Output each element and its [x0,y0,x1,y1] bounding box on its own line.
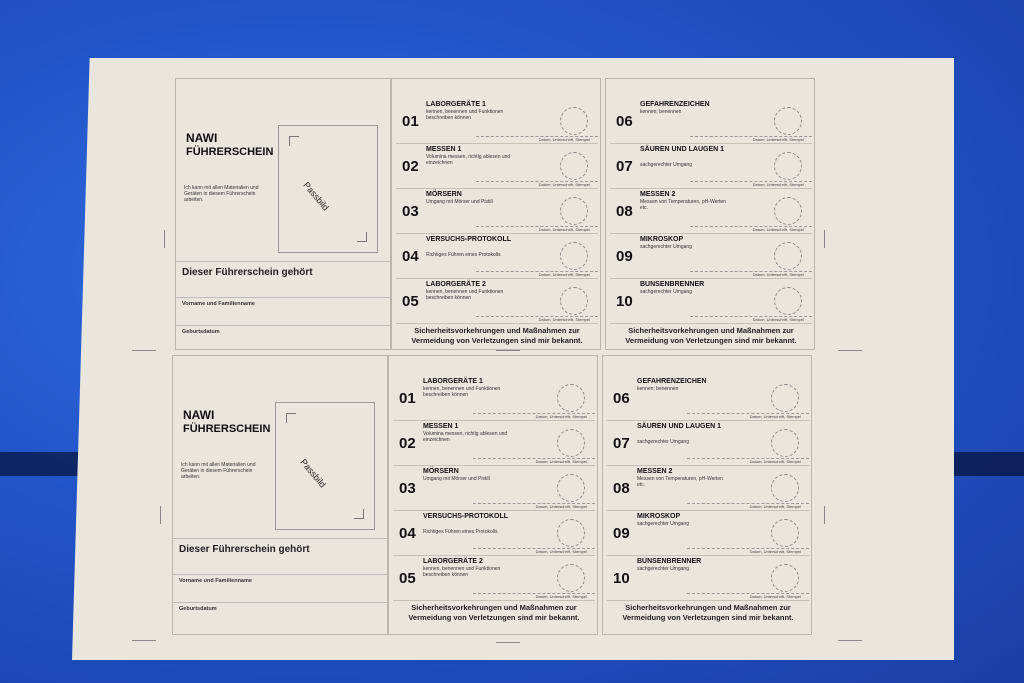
skill-description: Umgang mit Mörser und Pistill [423,476,490,482]
signature-caption: Datum, Unterschrift, Stempel [752,182,804,187]
skill-description: sachgerechter Umgang [637,521,689,527]
cut-mark [132,350,156,351]
skill-title: MIKROSKOP [640,236,684,243]
cut-mark [496,350,520,351]
crop-corner-icon [357,232,367,242]
skill-description: Richtiges Führen eines Protokolls [423,529,498,535]
skill-title: VERSUCHS-PROTOKOLL [423,513,509,520]
divider [176,297,390,298]
signature-line[interactable] [690,136,812,143]
cover-panel [172,355,388,635]
tarp-fold-left [0,452,80,476]
stamp-circle[interactable] [560,287,588,315]
skill-number: 08 [616,203,633,220]
signature-line[interactable] [687,413,809,420]
skill-description: kennen, benennen und Funktionen beschreiben können [423,386,501,398]
name-field-label[interactable]: Vorname und Familienname [179,578,252,584]
skill-title: MIKROSKOP [637,513,681,520]
skill-number: 09 [613,525,630,542]
signature-caption: Datum, Unterschrift, Stempel [749,459,801,464]
safety-footer: Sicherheitsvorkehrungen und Maßnahmen zur Vermeidung von Verletzungen sind mir bekannt. [625,326,797,345]
cut-mark [824,230,825,248]
divider [173,574,387,575]
skill-number: 02 [399,435,416,452]
skill-number: 03 [399,480,416,497]
signature-caption: Datum, Unterschrift, Stempel [535,414,587,419]
signature-line[interactable] [476,181,598,188]
signature-caption: Datum, Unterschrift, Stempel [752,137,804,142]
signature-caption: Datum, Unterschrift, Stempel [538,272,590,277]
skill-title: LABORGERÄTE 2 [426,281,486,288]
skill-title: MÖRSERN [426,191,462,198]
skill-row [607,556,809,601]
birthdate-field-label[interactable]: Geburtsdatum [182,329,220,335]
signature-line[interactable] [473,503,595,510]
safety-footer: Sicherheitsvorkehrungen und Maßnahmen zur Vermeidung von Verletzungen sind mir bekannt. [622,603,794,622]
skill-title: MESSEN 2 [640,191,676,198]
skill-description: sachgerechter Umgang [640,244,692,250]
license-card-top [175,78,820,350]
signature-line[interactable] [690,181,812,188]
skill-row [393,556,595,601]
stamp-circle[interactable] [560,152,588,180]
skill-row [610,279,812,324]
skill-description: Messen von Temperaturen, pH-Werten etc. [637,476,723,488]
skill-number: 04 [402,248,419,265]
intro-text: Ich kann mit allen Materialien und Geräten in diesem Führerschein arbeiten. [184,185,259,203]
skill-description: kennen, benennen und Funktionen beschreiben können [426,289,504,301]
right-column [605,78,815,350]
cut-mark [838,350,862,351]
cover-panel [175,78,391,350]
skill-row [396,99,598,144]
skill-title: BUNSENBRENNER [640,281,705,288]
skill-row [393,466,595,511]
crop-corner-icon [289,136,299,146]
signature-caption: Datum, Unterschrift, Stempel [752,317,804,322]
stamp-circle[interactable] [560,242,588,270]
skill-title: SÄUREN UND LAUGEN 1 [640,146,725,153]
skill-description: kennen, benennen und Funktionen beschreiben können [426,109,504,121]
skill-row [607,466,809,511]
skill-row [396,234,598,279]
skill-row [393,511,595,556]
owner-heading: Dieser Führerschein gehört [179,544,310,555]
skill-number: 01 [399,390,416,407]
birthdate-field-label[interactable]: Geburtsdatum [179,606,217,612]
signature-caption: Datum, Unterschrift, Stempel [535,594,587,599]
signature-caption: Datum, Unterschrift, Stempel [538,137,590,142]
stamp-circle[interactable] [557,564,585,592]
skill-number: 02 [402,158,419,175]
stamp-circle[interactable] [557,474,585,502]
signature-line[interactable] [473,548,595,555]
stamp-circle[interactable] [557,519,585,547]
skill-title: LABORGERÄTE 1 [426,101,486,108]
crop-corner-icon [354,509,364,519]
skill-description: sachgerechter Umgang [637,439,689,445]
signature-caption: Datum, Unterschrift, Stempel [749,414,801,419]
skill-description: Umgang mit Mörser und Pistill [426,199,493,205]
signature-line[interactable] [690,271,812,278]
signature-line[interactable] [687,593,809,600]
divider [176,261,390,262]
skill-description: kennen, benennen und Funktionen beschreiben können [423,566,501,578]
skill-title: LABORGERÄTE 1 [423,378,483,385]
skill-number: 09 [616,248,633,265]
skill-number: 07 [616,158,633,175]
cut-mark [824,506,825,524]
cut-mark [164,230,165,248]
safety-footer: Sicherheitsvorkehrungen und Maßnahmen zur Vermeidung von Verletzungen sind mir bekannt. [408,603,580,622]
signature-caption: Datum, Unterschrift, Stempel [535,459,587,464]
cut-mark [132,640,156,641]
skill-row [610,99,812,144]
signature-caption: Datum, Unterschrift, Stempel [535,549,587,554]
skill-number: 05 [402,293,419,310]
skill-row [396,144,598,189]
card-title-fuehrerschein: FÜHRERSCHEIN [183,423,271,435]
safety-footer: Sicherheitsvorkehrungen und Maßnahmen zur Vermeidung von Verletzungen sind mir bekannt. [411,326,583,345]
divider [176,325,390,326]
stamp-circle[interactable] [557,384,585,412]
stamp-circle[interactable] [774,287,802,315]
stamp-circle[interactable] [774,152,802,180]
skill-title: MESSEN 2 [637,468,673,475]
skill-row [607,511,809,556]
skill-row [396,189,598,234]
skill-number: 10 [613,570,630,587]
signature-caption: Datum, Unterschrift, Stempel [535,504,587,509]
signature-caption: Datum, Unterschrift, Stempel [538,227,590,232]
skill-title: GEFAHRENZEICHEN [637,378,707,385]
stamp-circle[interactable] [771,429,799,457]
license-card-bottom [172,355,824,635]
skill-title: VERSUCHS-PROTOKOLL [426,236,512,243]
signature-caption: Datum, Unterschrift, Stempel [749,594,801,599]
crop-corner-icon [286,413,296,423]
skill-title: GEFAHRENZEICHEN [640,101,710,108]
signature-line[interactable] [473,413,595,420]
stamp-circle[interactable] [774,197,802,225]
skill-number: 05 [399,570,416,587]
signature-line[interactable] [476,226,598,233]
skill-title: MESSEN 1 [426,146,462,153]
skill-title: MESSEN 1 [423,423,459,430]
owner-heading: Dieser Führerschein gehört [182,267,313,278]
signature-line[interactable] [687,458,809,465]
skill-description: kennen; benennen [637,386,679,392]
skill-number: 01 [402,113,419,130]
skill-title: MÖRSERN [423,468,459,475]
skill-title: SÄUREN UND LAUGEN 1 [637,423,722,430]
card-title-nawi: NAWI [186,131,218,145]
skill-row [607,376,809,421]
intro-text: Ich kann mit allen Materialien und Geräten in diesem Führerschein arbeiten. [181,462,256,480]
cut-mark [160,506,161,524]
signature-line[interactable] [473,458,595,465]
skill-description: Richtiges Führen eines Protokolls [426,252,501,258]
signature-line[interactable] [690,316,812,323]
passport-photo-box [275,402,375,530]
skill-row [393,421,595,466]
skill-description: sachgerechter Umgang [640,162,692,168]
left-column [391,78,601,350]
passport-photo-box [278,125,378,253]
skill-number: 04 [399,525,416,542]
cut-mark [496,642,520,643]
stamp-circle[interactable] [557,429,585,457]
skill-description: Messen von Temperaturen, pH-Werten etc. [640,199,726,211]
skill-title: LABORGERÄTE 2 [423,558,483,565]
card-title-nawi: NAWI [183,408,215,422]
stamp-circle[interactable] [774,107,802,135]
skill-description: Volumina messen, richtig ablesen und einzeichnen [426,154,511,166]
left-column [388,355,598,635]
signature-line[interactable] [690,226,812,233]
stamp-circle[interactable] [774,242,802,270]
right-column [602,355,812,635]
skill-description: sachgerechter Umgang [640,289,692,295]
stamp-circle[interactable] [771,474,799,502]
skill-row [607,421,809,466]
signature-line[interactable] [476,136,598,143]
skill-number: 08 [613,480,630,497]
skill-number: 10 [616,293,633,310]
skill-row [393,376,595,421]
skill-row [610,144,812,189]
signature-line[interactable] [476,316,598,323]
signature-caption: Datum, Unterschrift, Stempel [752,227,804,232]
stamp-circle[interactable] [771,519,799,547]
skill-row [610,189,812,234]
skill-number: 07 [613,435,630,452]
skill-description: kennen; benennen [640,109,682,115]
photo-label: Passbild [298,457,328,490]
divider [173,602,387,603]
signature-line[interactable] [687,548,809,555]
photo-label: Passbild [301,180,331,213]
stamp-circle[interactable] [771,384,799,412]
cut-mark [838,640,862,641]
signature-caption: Datum, Unterschrift, Stempel [749,549,801,554]
skill-row [396,279,598,324]
skill-number: 06 [613,390,630,407]
skill-row [610,234,812,279]
stamp-circle[interactable] [560,107,588,135]
signature-caption: Datum, Unterschrift, Stempel [749,504,801,509]
skill-description: Volumina messen, richtig ablesen und einzeichnen [423,431,508,443]
signature-caption: Datum, Unterschrift, Stempel [752,272,804,277]
signature-line[interactable] [476,271,598,278]
skill-title: BUNSENBRENNER [637,558,702,565]
divider [173,538,387,539]
signature-caption: Datum, Unterschrift, Stempel [538,182,590,187]
stamp-circle[interactable] [560,197,588,225]
signature-caption: Datum, Unterschrift, Stempel [538,317,590,322]
name-field-label[interactable]: Vorname und Familienname [182,301,255,307]
skill-description: sachgerechter Umgang [637,566,689,572]
signature-line[interactable] [473,593,595,600]
signature-line[interactable] [687,503,809,510]
card-title-fuehrerschein: FÜHRERSCHEIN [186,146,274,158]
skill-number: 06 [616,113,633,130]
stamp-circle[interactable] [771,564,799,592]
skill-number: 03 [402,203,419,220]
